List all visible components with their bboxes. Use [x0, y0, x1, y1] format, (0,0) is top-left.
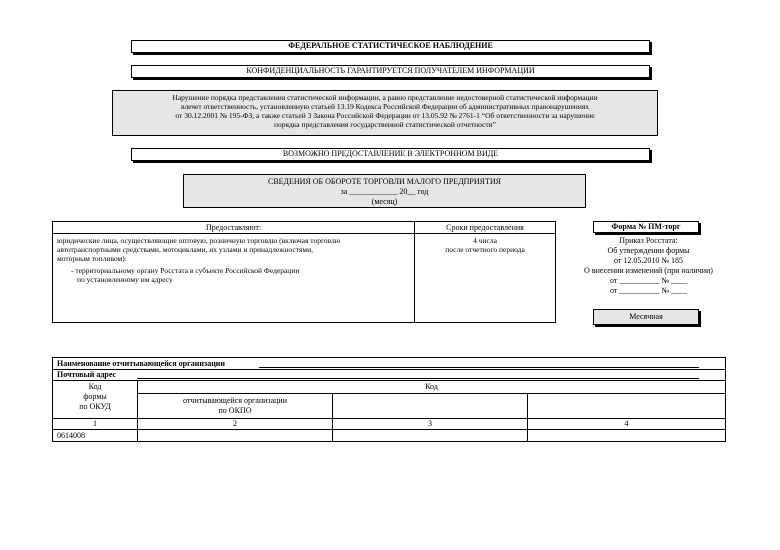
okpo-header-line: отчитывающейся организации [183, 396, 287, 405]
periodicity-value: Месячная [629, 312, 663, 321]
deadline-value [415, 236, 555, 254]
column-number-2: 2 [233, 419, 237, 428]
electronic-banner [131, 148, 650, 161]
confidentiality-text: КОНФИДЕНЦИАЛЬНОСТЬ ГАРАНТИРУЕТСЯ ПОЛУЧАТЕЛЕМ ИНФОРМАЦИИ [246, 66, 535, 75]
approval-line: Об утверждении формы [607, 246, 690, 255]
respondents-description [57, 236, 412, 284]
approval-line: О внесении изменений (при наличии) [584, 266, 713, 275]
federal-observation-banner [131, 40, 650, 53]
deadline-line: после отчетного периода [445, 245, 525, 254]
respondents-table [52, 221, 556, 323]
approval-line: от __________ № ____ [609, 286, 688, 295]
postal-address-label: Почтовый адрес [57, 370, 117, 379]
approval-line: от 12.05.2010 № 185 [613, 256, 684, 265]
code-header: Код [425, 382, 438, 391]
electronic-text: ВОЗМОЖНО ПРЕДОСТАВЛЕНИЕ В ЭЛЕКТРОННОМ ВИДЕ [282, 149, 499, 158]
deadline-line: 4 числа [473, 236, 497, 245]
form-approval-info [566, 236, 731, 296]
recipient-line: по установленному им адресу [77, 275, 173, 284]
okud-header-line: формы [83, 392, 107, 401]
recipient-line: - территориальному органу Росстата в субъекте Российской Федерации [71, 266, 300, 275]
confidentiality-banner [131, 65, 650, 78]
deadline-header: Сроки предоставления [446, 223, 524, 232]
okud-header [53, 382, 137, 412]
okpo-header [138, 396, 332, 416]
okpo-header-line: по ОКПО [218, 406, 252, 415]
report-period: за ____________ 20__ год [340, 187, 429, 196]
report-title: СВЕДЕНИЯ ОБ ОБОРОТЕ ТОРГОВЛИ МАЛОГО ПРЕДПРИЯТИЯ [267, 177, 501, 186]
column-number-1: 1 [93, 419, 97, 428]
respondents-header: Предоставляют: [205, 223, 262, 232]
org-name-label: Наименование отчитывающейся организации [57, 359, 226, 368]
respondents-line: автотранспортными средствами, мотоциклами, их узлами и принадлежностями, [57, 245, 313, 254]
report-title-box [183, 174, 586, 208]
okud-header-line: по ОКУД [79, 402, 111, 411]
okud-header-line: Код [88, 382, 102, 391]
warning-line: влечет ответственность, установленную статьей 13.19 Кодекса Российской Федерации об административных правонарушениях [180, 102, 590, 111]
legal-warning-box [112, 90, 658, 136]
okud-code-value: 0614008 [57, 431, 85, 440]
approval-line: от __________ № ____ [609, 276, 688, 285]
report-period-note: (месяц) [371, 197, 398, 206]
column-number-4: 4 [624, 419, 629, 428]
respondents-line: юридические лица, осуществляющие оптовую, розничную торговлю (включая торговлю [57, 236, 341, 245]
warning-line: от 30.12.2001 № 195-ФЗ, а также статьей 3 Закона Российской Федерации от 13.05.92 № 2761-1 “Об ответственности за нарушение [175, 111, 595, 120]
column-number-3: 3 [428, 419, 432, 428]
form-number: Форма № ПМ-торг [611, 222, 681, 231]
form-number-box [593, 221, 699, 233]
warning-line: порядка представления государственной статистической отчетности” [273, 120, 496, 129]
approval-line: Приказ Росстата: [619, 236, 678, 245]
warning-line: Нарушение порядка представления статистической информации, а равно представление недостоверной статистической информации [172, 93, 598, 102]
respondents-line: моторным топливом): [57, 254, 127, 263]
federal-observation-text: ФЕДЕРАЛЬНОЕ СТАТИСТИЧЕСКОЕ НАБЛЮДЕНИЕ [288, 41, 493, 50]
periodicity-box [593, 309, 699, 325]
organization-table [52, 357, 726, 442]
